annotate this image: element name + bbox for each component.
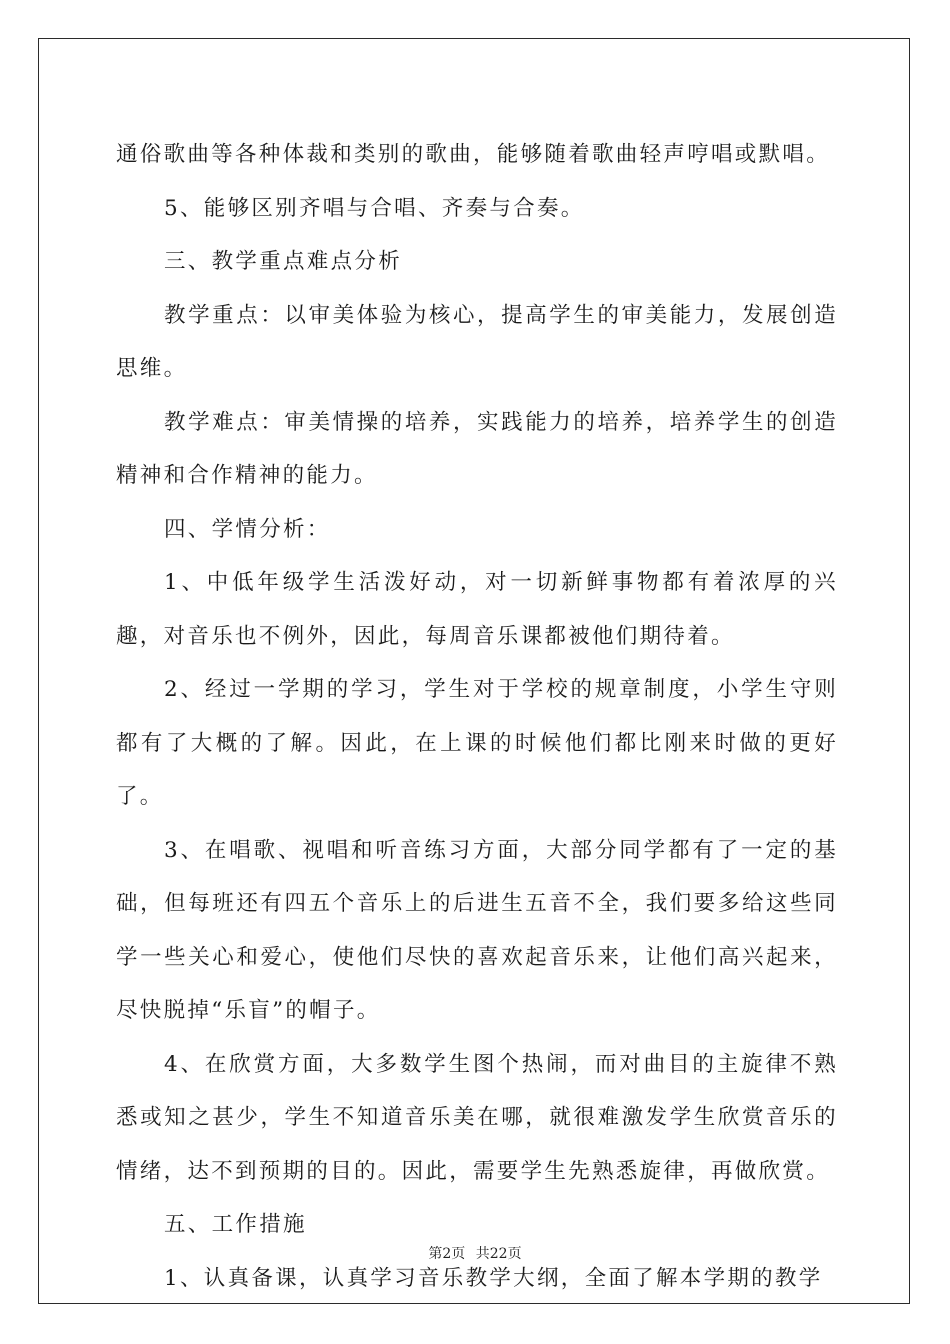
paragraph: 通俗歌曲等各种体裁和类别的歌曲，能够随着歌曲轻声哼唱或默唱。 <box>116 142 831 167</box>
paragraph: 教学难点：审美情操的培养，实践能力的培养，培养学生的创造精神和合作精神的能力。 <box>116 409 838 488</box>
page-footer <box>0 1243 950 1263</box>
section-heading: 三、教学重点难点分析 <box>164 249 403 274</box>
paragraph: 1、认真备课，认真学习音乐教学大纲，全面了解本学期的教学 <box>164 1265 823 1291</box>
paragraph: 2、经过一学期的学习，学生对于学校的规章制度，小学生守则都有了大概的了解。因此，在上课的时候他们都比刚来时做的更好了。 <box>116 677 838 809</box>
paragraph: 3、在唱歌、视唱和听音练习方面，大部分同学都有了一定的基础，但每班还有四五个音乐上的后进生五音不全，我们要多给这些同学一些关心和爱心，使他们尽快的喜欢起音乐来，让他们高兴起来，尽快脱掉“乐盲”的帽子。 <box>116 837 838 1023</box>
paragraph: 4、在欣赏方面，大多数学生图个热闹，而对曲目的主旋律不熟悉或知之甚少，学生不知道音乐美在哪，就很难激发学生欣赏音乐的情绪，达不到预期的目的。因此，需要学生先熟悉旋律，再做欣赏。 <box>116 1051 838 1184</box>
paragraph: 5、能够区别齐唱与合唱、齐奏与合奏。 <box>164 195 585 221</box>
section-heading: 五、工作措施 <box>164 1212 307 1237</box>
document-body <box>116 128 838 1305</box>
paragraph: 教学重点：以审美体验为核心，提高学生的审美能力，发展创造思维。 <box>116 302 838 381</box>
paragraph: 1、中低年级学生活泼好动，对一切新鲜事物都有着浓厚的兴趣，对音乐也不例外，因此，每周音乐课都被他们期待着。 <box>116 570 838 649</box>
page-number: 第2页 <box>428 1246 466 1262</box>
page-total: 共22页 <box>475 1246 522 1262</box>
section-heading: 四、学情分析： <box>164 516 331 542</box>
